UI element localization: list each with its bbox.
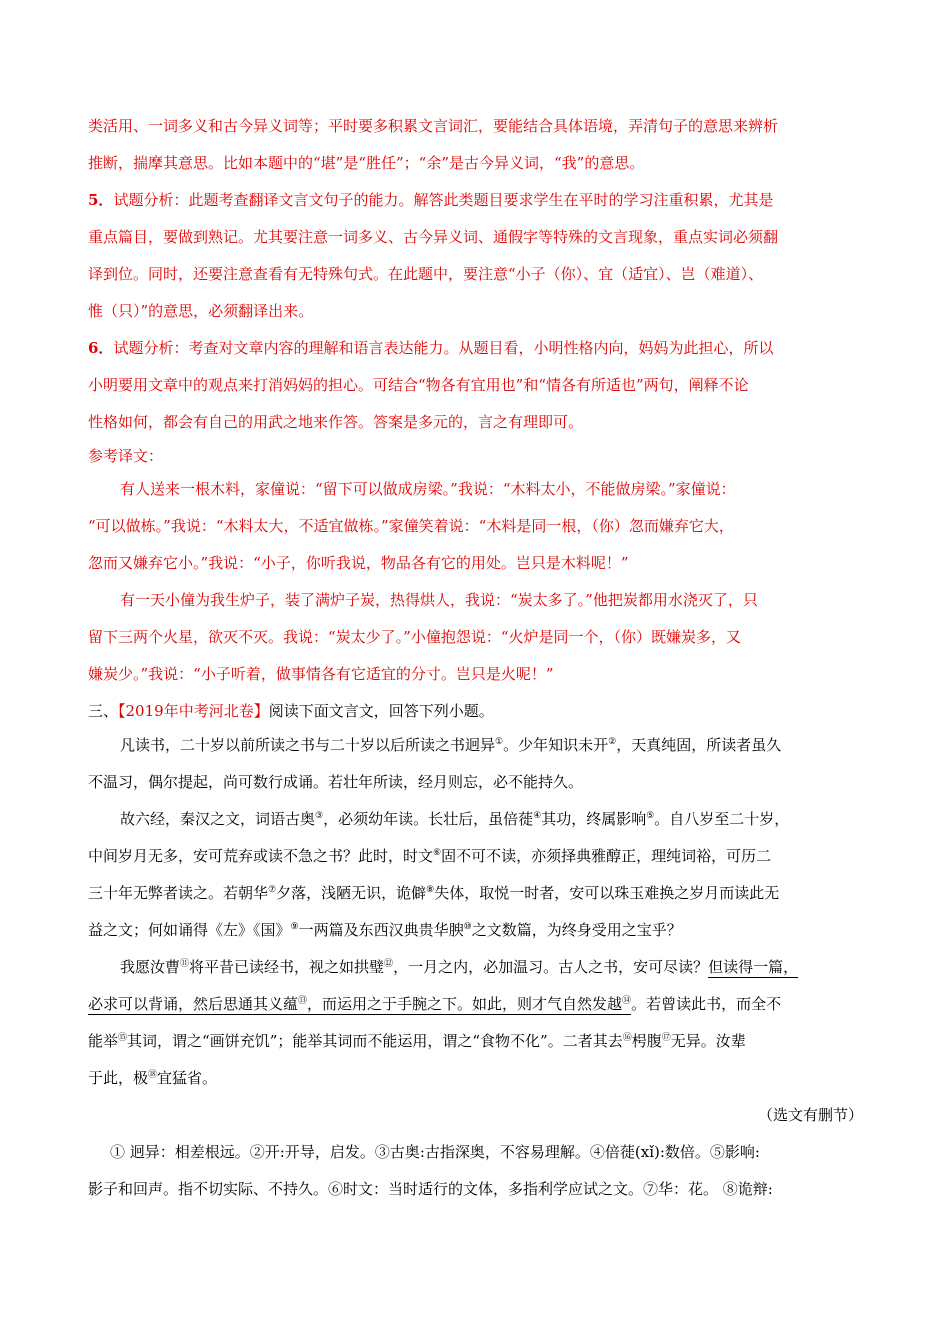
section-heading xyxy=(88,695,863,727)
passage-line: 凡读书，二十岁以前所读之书与二十岁以后所读之书迥异①。少年知识未开②，天真纯固，所读者虽久 xyxy=(120,736,782,754)
question-number: 5． xyxy=(88,191,114,209)
translation-line: 有人送来一根木料，家僮说：“留下可以做成房梁。”我说：“木料太小，不能做房梁。”家僮说： xyxy=(120,480,736,498)
analysis-line: 推断，揣摩其意思。比如本题中的“堪”是“胜任”；“余”是古今异义词，“我”的意思。 xyxy=(88,154,645,172)
exam-source: 【2019年中考河北卷】 xyxy=(118,702,269,720)
translation-line: 留下三两个火星，欲灭不灭。我说：“炭太少了。”小僮抱怨说：“火炉是同一个，（你）既嫌炭多，又 xyxy=(88,628,742,646)
section-number: 三、 xyxy=(88,702,119,720)
underlined-sentence: 但读得一篇， xyxy=(708,958,799,976)
analysis-line: 类活用、一词多义和古今异义词等；平时要多积累文言词汇，要能结合具体语境，弄清句子的意思来辨析 xyxy=(88,117,779,135)
analysis-line: 译到位。同时，还要注意查看有无特殊句式。在此题中，要注意“小子（你）、宜（适宜）、岂（难道）、 xyxy=(88,265,764,283)
question-6-analysis xyxy=(88,330,863,367)
document-page xyxy=(88,108,863,1208)
passage-line: 我愿汝曹⑪将平昔已读经书，视之如拱璧⑫，一月之内，必加温习。古人之书，安可尽读？但读得一篇， xyxy=(120,958,799,976)
translation-line: “可以做栋。”我说：“木料太大，不适宜做栋。”家僮笑着说：“木料是同一根，（你）忽而嫌弃它大， xyxy=(88,517,734,535)
analysis-line: 性格如何，都会有自己的用武之地来作答。答案是多元的，言之有理即可。 xyxy=(88,413,584,431)
translation-line: 有一天小僮为我生炉子，装了满炉子炭，热得烘人，我说：“炭太多了。”他把炭都用水浇灭了，只 xyxy=(120,591,758,609)
passage-line: 故六经，秦汉之文，词语古奥③，必须幼年读。长壮后，虽倍蓰④其功，终属影响⑤。自八岁至二十岁， xyxy=(120,810,790,828)
passage-line: 不温习，偶尔提起，尚可数行成诵。若壮年所读，经月则忘，必不能持久。 xyxy=(88,773,584,791)
section-instruction: 阅读下面文言文，回答下列小题。 xyxy=(268,702,494,720)
underlined-sentence: 必求可以背诵，然后思通其义蕴⑬，而运用之于手腕之下。如此，则才气自然发越⑭ xyxy=(88,995,632,1013)
passage-line: 中间岁月无多，安可荒弃或读不急之书？此时，时文⑥固不可不读，亦须择典雅醇正，理纯词裕，可历二 xyxy=(88,847,772,865)
translation-line: 忽而又嫌弃它小。”我说：“小子，你听我说，物品各有它的用处。岂只是木料呢！” xyxy=(88,554,629,572)
passage-line: 三十年无弊者读之。若朝华⑦夕落，浅陋无识，诡僻⑧失体，取悦一时者，安可以珠玉难换之岁月而读此无 xyxy=(88,884,780,902)
analysis-line: 惟（只）”的意思，必须翻译出来。 xyxy=(88,302,314,320)
question-number: 6． xyxy=(88,339,114,357)
analysis-line: 小明要用文章中的观点来打消妈妈的担心。可结合“物各有宜用也”和“情各有所适也”两句，阐释不论 xyxy=(88,376,749,394)
footnote-line: ① 迥异：相差根远。②开:开导，启发。③古奥:古指深奥，不容易理解。④倍蓰(xǐ):数倍。⑤影响: xyxy=(110,1143,760,1161)
passage-line: 必求可以背诵，然后思通其义蕴⑬，而运用之于手腕之下。如此，则才气自然发越⑭。若曾读此书，而全不 xyxy=(88,995,782,1013)
passage-line: 能举⑮其词，谓之“画饼充饥”；能举其词而不能运用，谓之“食物不化”。二者其去⑯枵腹⑰无异。汝辈 xyxy=(88,1032,746,1050)
passage-line: 益之文；何如诵得《左》《国》⑨一两篇及东西汉典贵华腴⑩之文数篇，为终身受用之宝乎？ xyxy=(88,921,682,939)
analysis-line: 重点篇目，要做到熟记。尤其要注意一词多义、古今异义词、通假字等特殊的文言现象，重点实词必须翻 xyxy=(88,228,779,246)
reference-translation-label: 参考译文： xyxy=(88,447,164,465)
excerpt-note: （选文有删节） xyxy=(757,1106,863,1124)
analysis-text: 试题分析：此题考查翻译文言文句子的能力。解答此类题目要求学生在平时的学习注重积累，尤其是 xyxy=(113,191,774,209)
translation-line: 嫌炭少。”我说：“小子听着，做事情各有它适宜的分寸。岂只是火呢！” xyxy=(88,665,554,683)
passage-line: 于此，极⑱宜猛省。 xyxy=(88,1069,218,1087)
analysis-text: 试题分析：考查对文章内容的理解和语言表达能力。从题目看，小明性格内向，妈妈为此担心，所以 xyxy=(113,339,774,357)
question-5-analysis xyxy=(88,182,863,219)
footnote-line: 影子和回声。指不切实际、不持久。⑥时文：当时适行的文体，多指利学应试之文。⑦华：花。 ⑧诡辩: xyxy=(88,1180,773,1198)
